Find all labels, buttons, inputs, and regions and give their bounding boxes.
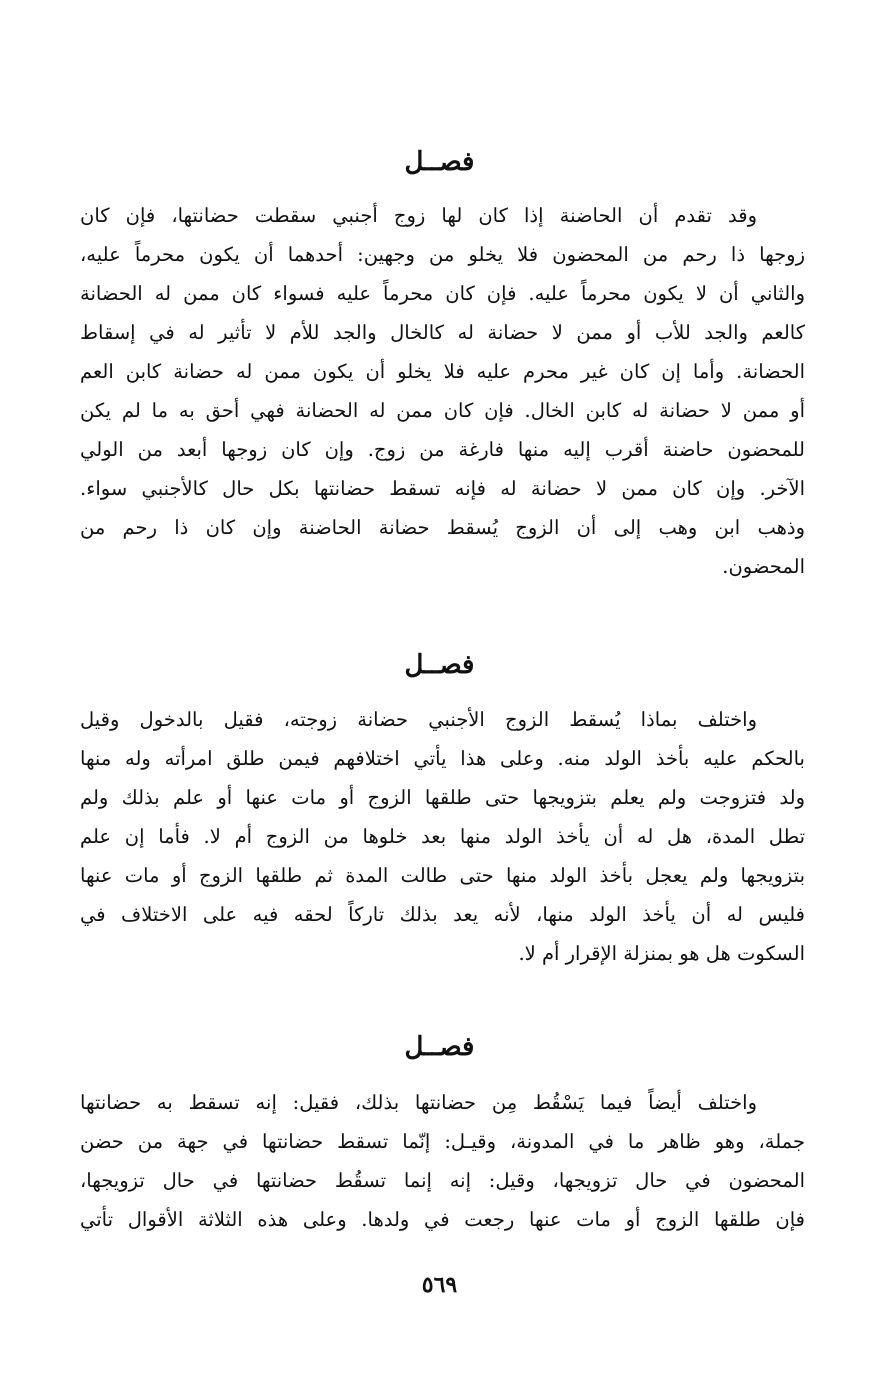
text-line: فإن طلقها الزوج أو مات عنها رجعت في ولدها. وعلى هذه الثلاثة الأقوال تأتي [80,1208,805,1231]
section-paragraph [80,196,805,586]
text-line: المحضون في حال تزويجها، وقيل: إنه إنما تسقُط حضانتها في حال تزويجها، [80,1169,805,1192]
text-line: الآخر. وإن كان ممن لا حضانة له فإنه تسقط حضانتها بكل حال كالأجنبي سواء. [80,477,805,500]
text-line: واختلف أيضاً فيما يَسْقُط مِن حضانتها بذلك، فقيل: إنه تسقط به حضانتها [80,1091,757,1114]
text-line: بالحكم عليه بأخذ الولد منه. وعلى هذا يأتي اختلافهم فيمن طلق امرأته وله منها [80,747,805,770]
text-line: وذهب ابن وهب إلى أن الزوج يُسقط حضانة الحاضنة وإن كان ذا رحم من [80,516,805,539]
text-line: وقد تقدم أن الحاضنة إذا كان لها زوج أجنبي سقطت حضانتها، فإن كان [80,204,757,227]
section-heading: فصــل [404,147,475,177]
text-line: المحضون. [722,555,805,578]
text-line: كالعم والجد للأب أو ممن لا حضانة له كالخال والجد للأم لا تأثير له في إسقاط [80,321,805,344]
text-line: أو ممن لا حضانة له كابن الخال. فإن كان ممن له الحضانة فهي أحق به ما لم يكن [80,399,805,422]
text-line: والثاني أن لا يكون محرماً عليه. فإن كان محرماً عليه فسواء كان ممن له الحضانة [80,282,805,305]
section-heading: فصــل [404,650,475,680]
text-line: السكوت هل هو بمنزلة الإقرار أم لا. [518,942,805,965]
text-line: للمحضون حاضنة أقرب إليه منها فارغة من زوج. وإن كان زوجها أبعد من الولي [80,438,805,461]
text-line: الحضانة. وأما إن كان غير محرم عليه فلا يخلو أن يكون ممن له حضانة كابن العم [80,360,805,383]
text-line: زوجها ذا رحم من المحضون فلا يخلو من وجهين: أحدهما أن يكون محرماً عليه، [80,243,805,266]
text-line: بتزويجها ولم يعجل بأخذ الولد منها حتى طالت المدة ثم طلقها الزوج أو مات عنها [80,864,805,887]
page-number: ٥٦٩ [421,1272,458,1298]
section-paragraph [80,1083,805,1239]
text-line: فليس له أن يأخذ الولد منها، لأنه يعد بذلك تاركاً لحقه فيه على الاختلاف في [80,903,805,926]
text-line: تطل المدة، هل له أن يأخذ الولد منها بعد خلوها من الزوج أم لا. فأما إن علم [80,825,805,848]
section-heading: فصــل [404,1032,475,1062]
text-line: جملة، وهو ظاهر ما في المدونة، وقيـل: إنّما تسقط حضانتها في جهة من حضن [80,1130,805,1153]
text-line: ولد فتزوجت ولم يعلم بتزويجها حتى طلقها الزوج أو مات عنها أو علم بذلك ولم [80,786,805,809]
text-line: واختلف بماذا يُسقط الزوج الأجنبي حضانة زوجته، فقيل بالدخول وقيل [80,708,757,731]
section-paragraph [80,700,805,973]
